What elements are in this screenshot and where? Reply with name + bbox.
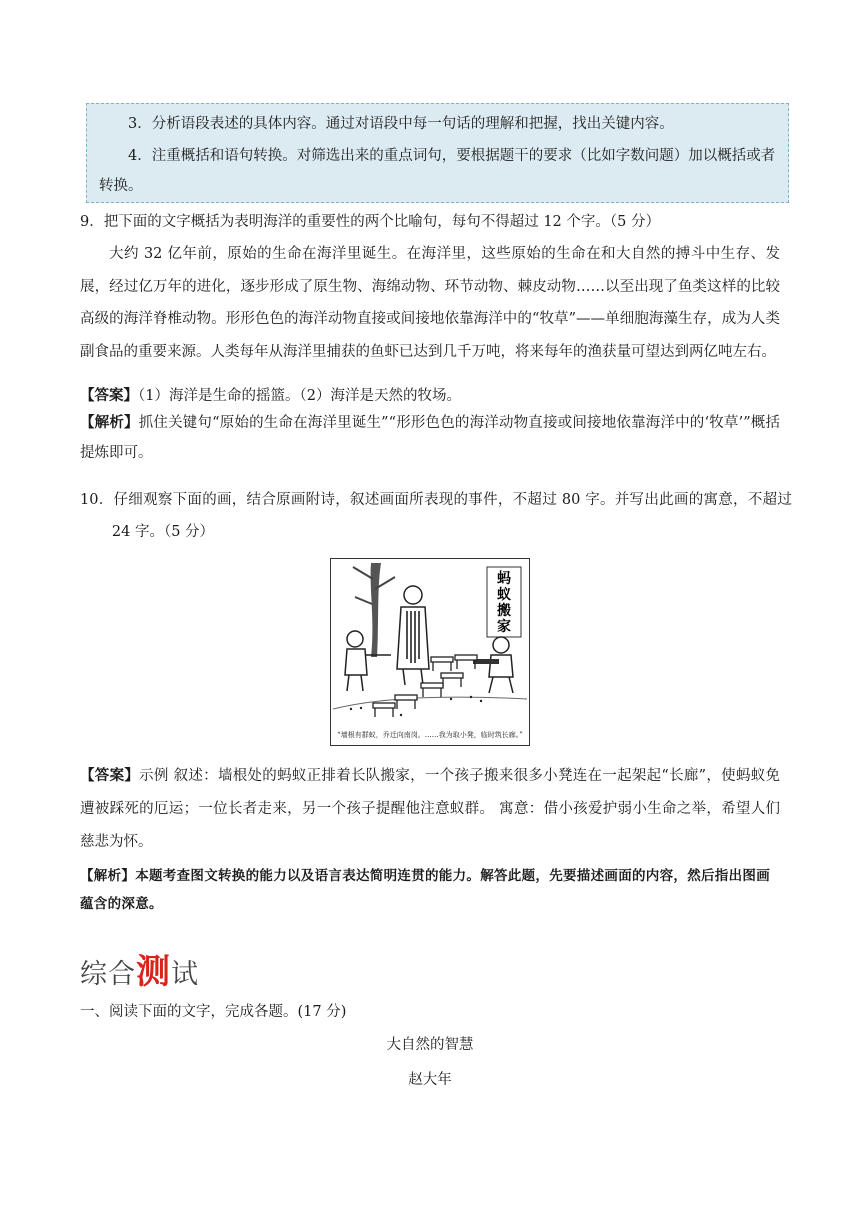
question-9-analysis bbox=[80, 408, 780, 468]
question-10-answer bbox=[80, 760, 780, 859]
section-heading-part-1: 综合 bbox=[80, 959, 136, 990]
section-heading-part-3: 试 bbox=[171, 959, 199, 990]
analysis-text: 本题考查图文转换的能力以及语言表达简明连贯的能力。解答此题，先要描述画面的内容，然后指出图画蕴含的深意。 bbox=[80, 868, 771, 912]
answer-tag: 【答案】 bbox=[80, 388, 138, 404]
question-10: 10．仔细观察下面的画，结合原画附诗，叙述画面所表现的事件，不超过 80 字。并写出此画的寓意，不超过 24 字。（5 分） bbox=[80, 492, 792, 540]
tip-item-3: 3．分析语段表述的具体内容。通过对语段中每一句话的理解和把握，找出关键内容。 bbox=[128, 116, 674, 132]
picture-caption: “墙根有群蚁，乔迁向南岗。……我为取小凳，临时筑长廊。” bbox=[337, 731, 523, 739]
answer-text: 示例 叙述：墙根处的蚂蚁正排着长队搬家，一个孩子搬来很多小凳连在一起架起“长廊”，使蚂蚁免遭被踩死的厄运；一位长者走来，另一个孩子提醒他注意蚁群。 寓意：借小孩爱护弱小生命之举，希望人们慈悲为怀。 bbox=[80, 768, 781, 850]
reading-title: 大自然的智慧 bbox=[386, 1037, 474, 1053]
section-heading bbox=[80, 944, 199, 992]
tips-box bbox=[86, 103, 789, 203]
question-9-passage: 大约 32 亿年前，原始的生命在海洋里诞生。在海洋里，这些原始的生命在和大自然的搏斗中生存、发展，经过亿万年的进化，逐步形成了原生物、海绵动物、环节动物、棘皮动物……以至出现了鱼类这样的比较高级的海洋脊椎动物。形形色色的海洋动物直接或间接地依靠海洋中的“牧草”——单细胞海藻生存，成为人类副食品的重要来源。人类每年从海洋里捕获的鱼虾已达到几千万吨，将来每年的渔获量可望达到两亿吨左右。 bbox=[80, 246, 780, 360]
question-9-answer bbox=[80, 384, 461, 405]
tip-item-4: 4．注重概括和语句转换。对筛选出来的重点词句，要根据题干的要求（比如字数问题）加以概括或者转换。 bbox=[99, 148, 776, 194]
question-9: 9．把下面的文字概括为表明海洋的重要性的两个比喻句，每句不得超过 12 个字。（5 分） bbox=[80, 214, 660, 230]
reading-instruction: 一、阅读下面的文字，完成各题。(17 分) bbox=[80, 1004, 347, 1020]
analysis-tag: 【解析】 bbox=[80, 415, 139, 431]
analysis-tag: 【解析】 bbox=[80, 868, 136, 884]
answer-tag: 【答案】 bbox=[80, 768, 140, 784]
question-10-analysis bbox=[80, 862, 770, 918]
section-heading-part-2: 测 bbox=[136, 952, 171, 992]
illustration-drawing bbox=[331, 559, 529, 745]
picture-title: 蚂蚁搬家 bbox=[497, 571, 511, 635]
ant-moving-illustration bbox=[330, 558, 530, 746]
analysis-text: 抓住关键句“原始的生命在海洋里诞生”“形形色色的海洋动物直接或间接地依靠海洋中的‘牧草’”概括提炼即可。 bbox=[80, 415, 780, 461]
answer-text: （1）海洋是生命的摇篮。（2）海洋是天然的牧场。 bbox=[138, 388, 461, 404]
reading-author: 赵大年 bbox=[408, 1072, 452, 1088]
